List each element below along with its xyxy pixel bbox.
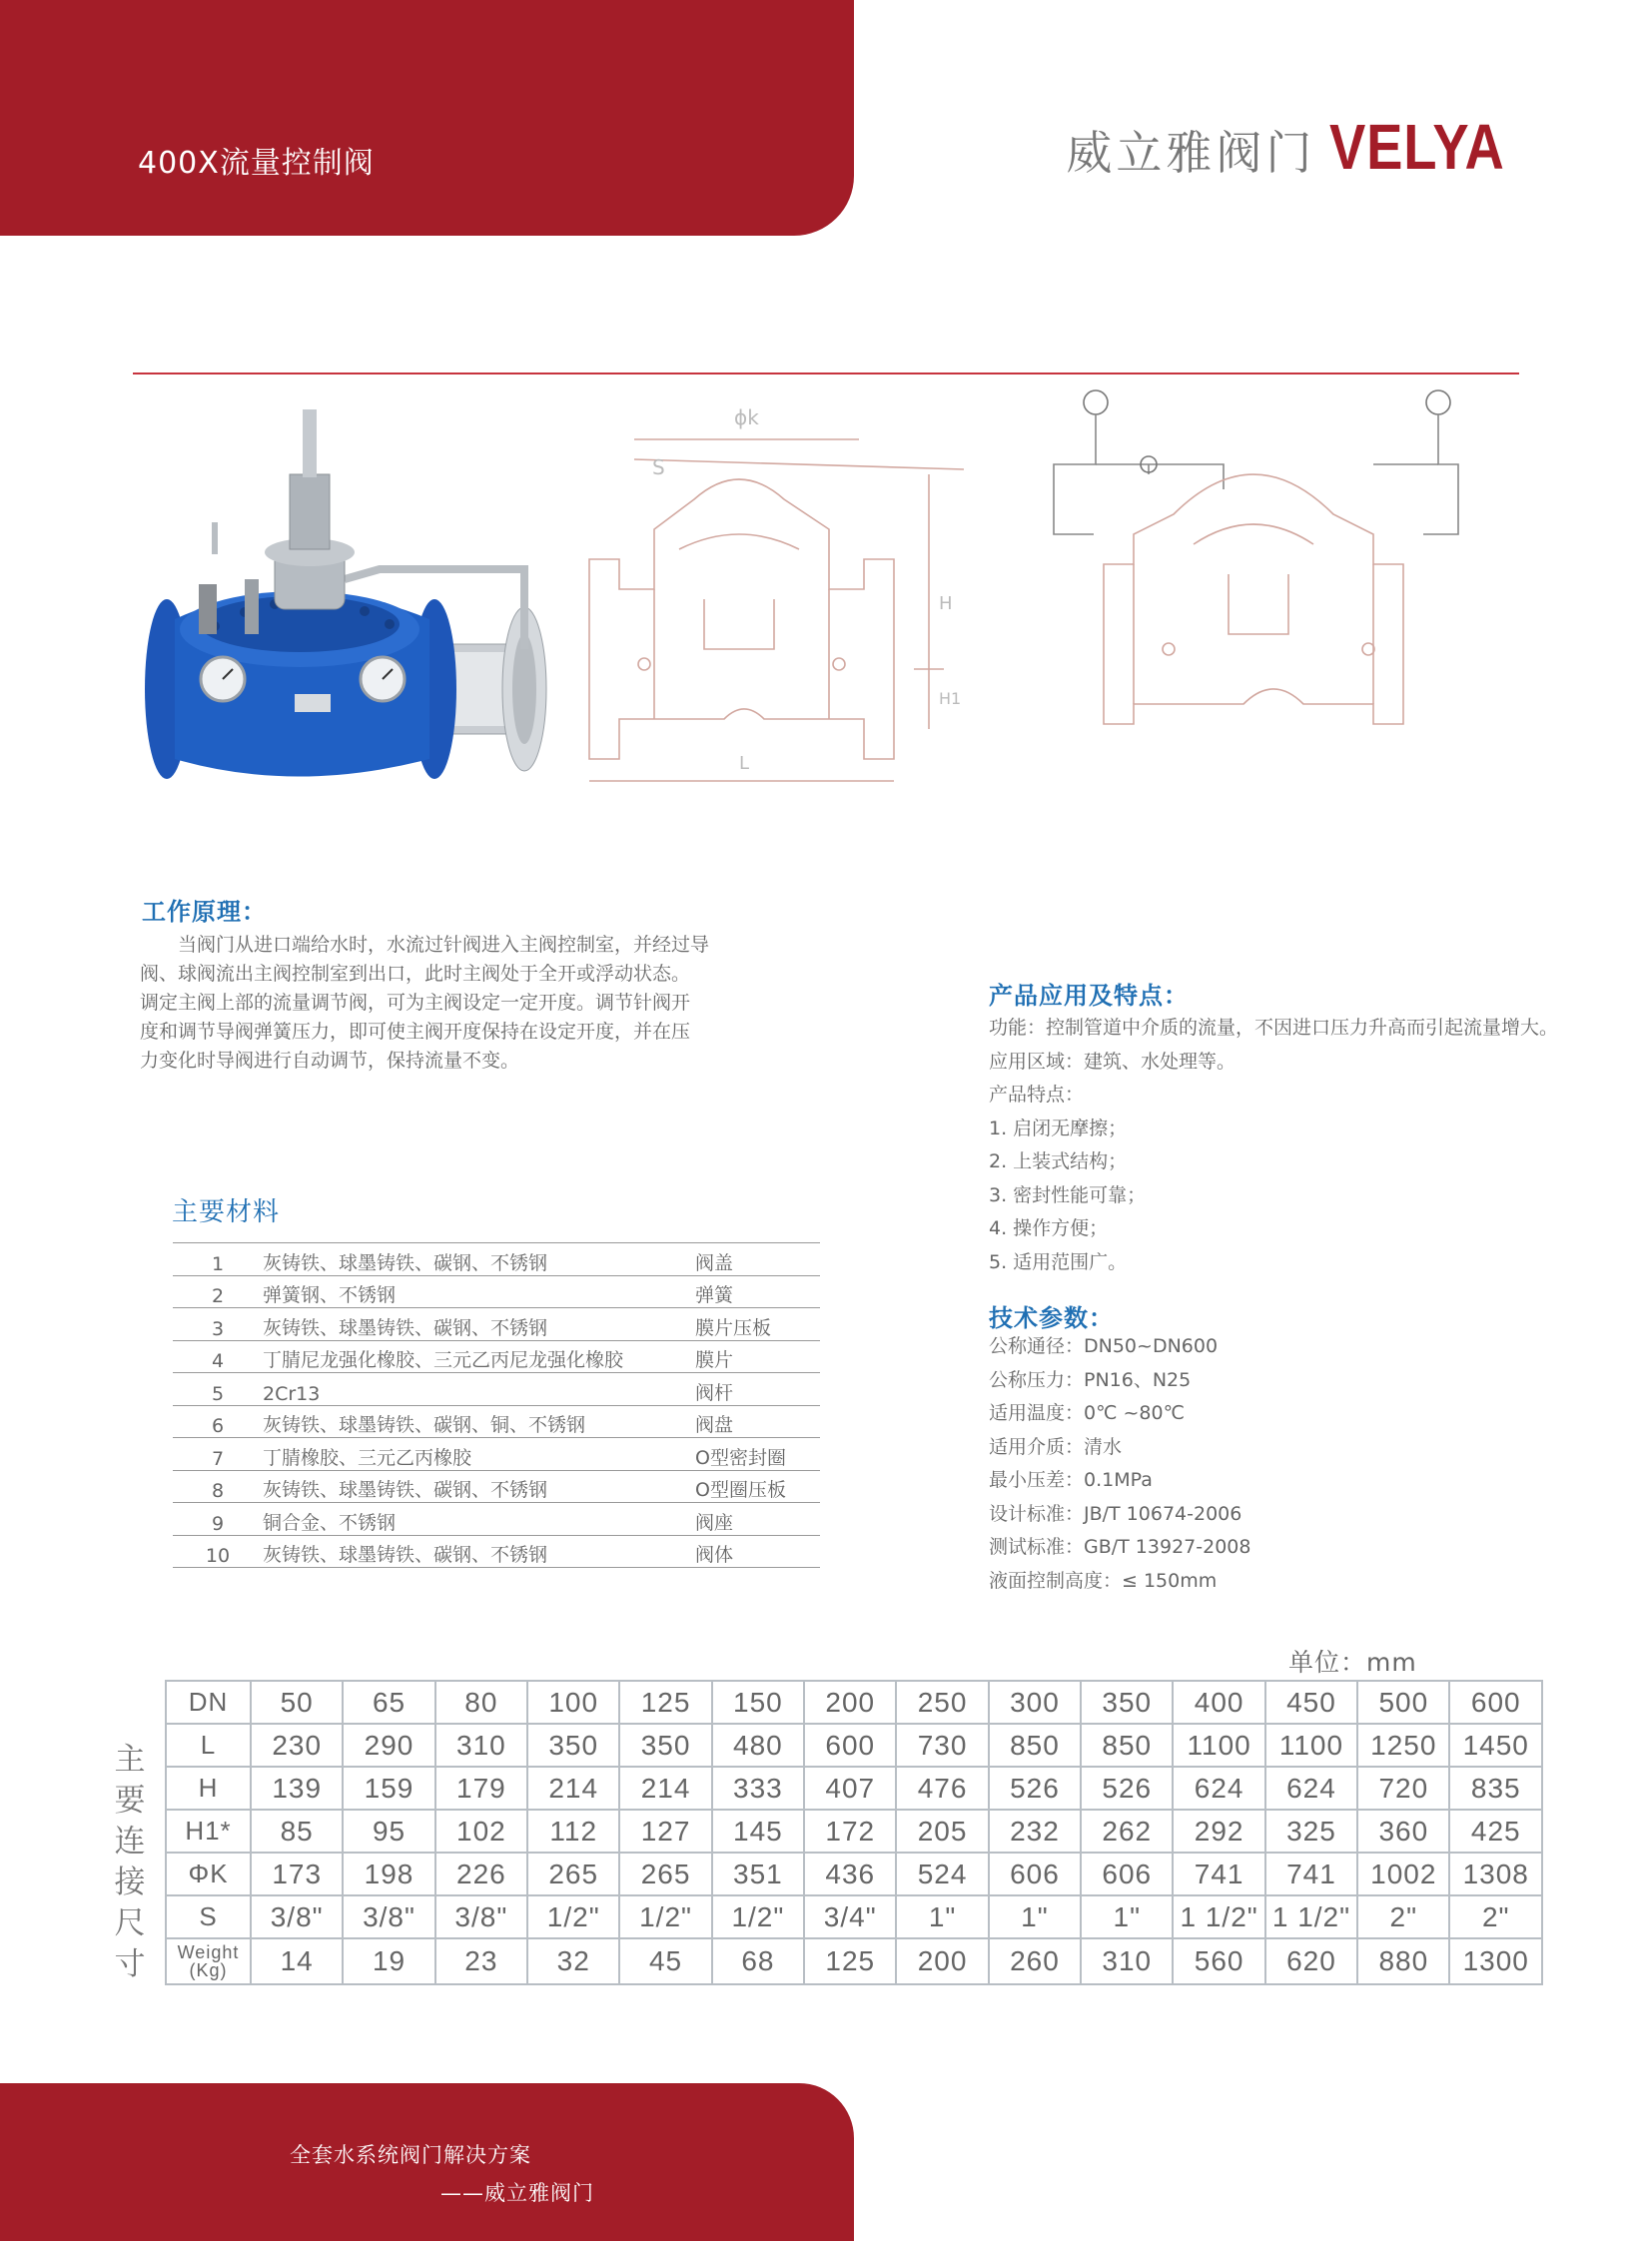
dimension-cell: 265 — [619, 1853, 711, 1895]
material-name: 灰铸铁、球墨铸铁、碳钢、不锈钢 — [263, 1470, 695, 1503]
side-char: 接 — [114, 1865, 146, 1900]
divider-rule — [133, 373, 1519, 374]
dimension-cell: 45 — [619, 1938, 711, 1984]
material-no: 3 — [173, 1308, 263, 1341]
material-name: 2Cr13 — [263, 1373, 695, 1406]
dimension-cell: 500 — [1357, 1681, 1449, 1724]
application-line: 功能：控制管道中介质的流量，不因进口压力升高而引起流量增大。 — [989, 1017, 1559, 1039]
dimension-cell: 1/2" — [619, 1895, 711, 1938]
l-label: L — [739, 753, 750, 774]
material-name: 弹簧钢、不锈钢 — [263, 1275, 695, 1308]
application-line: 5. 适用范围广。 — [989, 1250, 1128, 1273]
brand-logo — [1066, 110, 1536, 184]
dimension-cell: 400 — [1173, 1681, 1264, 1724]
side-char: 连 — [114, 1824, 146, 1860]
side-char: 主 — [114, 1742, 146, 1778]
dimension-cell: 1 1/2" — [1173, 1895, 1264, 1938]
dimension-cell: 524 — [896, 1853, 988, 1895]
dimension-cell: 600 — [804, 1724, 896, 1767]
dimension-cell: 1100 — [1265, 1724, 1357, 1767]
material-name: 丁腈尼龙强化橡胶、三元乙丙尼龙强化橡胶 — [263, 1340, 695, 1373]
material-row — [173, 1470, 820, 1503]
material-name: 灰铸铁、球墨铸铁、碳钢、不锈钢 — [263, 1243, 695, 1276]
tech-line: 液面控制高度：≤ 150mm — [989, 1569, 1218, 1592]
product-title: 400X流量控制阀 — [138, 146, 375, 181]
dimension-cell: 1" — [1081, 1895, 1173, 1938]
dimension-cell: 159 — [343, 1767, 434, 1810]
dimension-cell: 1/2" — [527, 1895, 619, 1938]
material-part: O型密封圈 — [695, 1438, 820, 1471]
dimension-cell: 68 — [712, 1938, 804, 1984]
dimension-cell: 205 — [896, 1810, 988, 1853]
dimension-row-label: H1* — [166, 1810, 251, 1853]
material-part: 阀座 — [695, 1503, 820, 1536]
material-name: 灰铸铁、球墨铸铁、碳钢、铜、不锈钢 — [263, 1405, 695, 1438]
dimension-cell: 480 — [712, 1724, 804, 1767]
materials-title: 主要材料 — [172, 1197, 281, 1227]
dimensions-table — [165, 1680, 1543, 1985]
material-name: 丁腈橡胶、三元乙丙橡胶 — [263, 1438, 695, 1471]
tech-line: 适用介质：清水 — [989, 1435, 1123, 1458]
s-label: S — [652, 455, 665, 479]
dimension-row — [166, 1724, 1542, 1767]
material-no: 10 — [173, 1535, 263, 1568]
side-char: 要 — [114, 1783, 146, 1819]
dimension-cell: 1002 — [1357, 1853, 1449, 1895]
dimension-cell: 3/4" — [804, 1895, 896, 1938]
application-line: 应用区域：建筑、水处理等。 — [989, 1050, 1237, 1073]
dimension-cell: 125 — [619, 1681, 711, 1724]
dimension-cell: 606 — [1081, 1853, 1173, 1895]
material-row — [173, 1340, 820, 1373]
dimension-cell: 127 — [619, 1810, 711, 1853]
material-row — [173, 1275, 820, 1308]
dimension-cell: 425 — [1449, 1810, 1542, 1853]
principle-text — [140, 931, 829, 1076]
dimension-cell: 1450 — [1449, 1724, 1542, 1767]
dimension-cell: 2" — [1449, 1895, 1542, 1938]
dimension-cell: 139 — [251, 1767, 343, 1810]
dimension-row-label: L — [166, 1724, 251, 1767]
valve-product-image — [145, 404, 554, 789]
material-name: 灰铸铁、球墨铸铁、碳钢、不锈钢 — [263, 1308, 695, 1341]
material-no: 7 — [173, 1438, 263, 1471]
dimension-row — [166, 1853, 1542, 1895]
dimension-cell: 3/8" — [343, 1895, 434, 1938]
dimension-cell: 350 — [527, 1724, 619, 1767]
principle-line: 调定主阀上部的流量调节阀，可为主阀设定一定开度。调节针阀开 — [140, 992, 691, 1014]
application-title: 产品应用及特点： — [989, 982, 1189, 1010]
tech-title: 技术参数： — [989, 1304, 1114, 1332]
dimension-cell: 226 — [435, 1853, 527, 1895]
material-part: 阀杆 — [695, 1373, 820, 1406]
dimension-cell: 436 — [804, 1853, 896, 1895]
material-part: O型圈压板 — [695, 1470, 820, 1503]
material-no: 5 — [173, 1373, 263, 1406]
dimension-cell: 720 — [1357, 1767, 1449, 1810]
dimension-row-label: H — [166, 1767, 251, 1810]
dimension-cell: 325 — [1265, 1810, 1357, 1853]
dimension-row — [166, 1938, 1542, 1984]
dimension-cell: 476 — [896, 1767, 988, 1810]
dimension-cell: 333 — [712, 1767, 804, 1810]
material-part: 膜片压板 — [695, 1308, 820, 1341]
header-band — [0, 0, 854, 236]
dimensions-side-label — [110, 1740, 150, 1985]
tech-text — [989, 1330, 1588, 1598]
material-part: 阀盖 — [695, 1243, 820, 1276]
dimension-cell: 112 — [527, 1810, 619, 1853]
dimension-cell: 730 — [896, 1724, 988, 1767]
material-name: 灰铸铁、球墨铸铁、碳钢、不锈钢 — [263, 1535, 695, 1568]
dimension-row-label: Weight (Kg) — [166, 1938, 251, 1984]
dimension-cell: 310 — [435, 1724, 527, 1767]
material-row — [173, 1373, 820, 1406]
dimension-cell: 526 — [1081, 1767, 1173, 1810]
material-part: 弹簧 — [695, 1275, 820, 1308]
dimension-cell: 600 — [1449, 1681, 1542, 1724]
dimension-cell: 450 — [1265, 1681, 1357, 1724]
dimension-cell: 250 — [896, 1681, 988, 1724]
dimension-cell: 260 — [989, 1938, 1081, 1984]
side-char: 寸 — [114, 1946, 146, 1982]
dimension-cell: 14 — [251, 1938, 343, 1984]
dimension-cell: 1" — [989, 1895, 1081, 1938]
dimension-cell: 741 — [1173, 1853, 1264, 1895]
dimension-cell: 300 — [989, 1681, 1081, 1724]
footer-signature: ——威立雅阀门 — [440, 2181, 594, 2205]
dimension-cell: 23 — [435, 1938, 527, 1984]
dimension-cell: 265 — [527, 1853, 619, 1895]
footer-slogan: 全套水系统阀门解决方案 — [290, 2143, 531, 2167]
dimension-row-label: S — [166, 1895, 251, 1938]
dimension-cell: 230 — [251, 1724, 343, 1767]
dimension-cell: 624 — [1265, 1767, 1357, 1810]
principle-line: 力变化时导阀进行自动调节，保持流量不变。 — [140, 1050, 520, 1072]
dimension-row — [166, 1681, 1542, 1724]
material-row — [173, 1503, 820, 1536]
dimension-cell: 350 — [619, 1724, 711, 1767]
dimension-row — [166, 1767, 1542, 1810]
dimension-cell: 32 — [527, 1938, 619, 1984]
material-row — [173, 1405, 820, 1438]
dimension-cell: 741 — [1265, 1853, 1357, 1895]
dimension-cell: 880 — [1357, 1938, 1449, 1984]
dimension-cell: 200 — [804, 1681, 896, 1724]
brand-name-cn: 威立雅阀门 — [1066, 126, 1316, 180]
dimension-cell: 292 — [1173, 1810, 1264, 1853]
material-no: 4 — [173, 1340, 263, 1373]
application-line: 1. 启闭无摩擦； — [989, 1117, 1128, 1139]
dimension-cell: 835 — [1449, 1767, 1542, 1810]
dimension-cell: 290 — [343, 1724, 434, 1767]
dimension-row — [166, 1810, 1542, 1853]
application-line: 产品特点： — [989, 1084, 1085, 1106]
dimension-cell: 85 — [251, 1810, 343, 1853]
dimension-cell: 407 — [804, 1767, 896, 1810]
dimension-cell: 310 — [1081, 1938, 1173, 1984]
dimension-cell: 200 — [896, 1938, 988, 1984]
dimension-cell: 624 — [1173, 1767, 1264, 1810]
application-line: 4. 操作方便； — [989, 1217, 1109, 1239]
dimension-cell: 351 — [712, 1853, 804, 1895]
dimension-cell: 1/2" — [712, 1895, 804, 1938]
material-no: 2 — [173, 1275, 263, 1308]
h1-label: H1 — [939, 689, 962, 708]
material-row — [173, 1308, 820, 1341]
dimension-cell: 198 — [343, 1853, 434, 1895]
principle-line: 当阀门从进口端给水时，水流过针阀进入主阀控制室，并经过导 — [178, 934, 710, 956]
dimension-cell: 350 — [1081, 1681, 1173, 1724]
dimension-cell: 125 — [804, 1938, 896, 1984]
tech-line: 设计标准：JB/T 10674-2006 — [989, 1502, 1242, 1525]
dimension-cell: 214 — [619, 1767, 711, 1810]
phik-label: ϕk — [734, 405, 759, 429]
dimension-cell: 1250 — [1357, 1724, 1449, 1767]
dimension-cell: 1300 — [1449, 1938, 1542, 1984]
unit-label: 单位：mm — [1288, 1648, 1417, 1677]
tech-line: 最小压差：0.1MPa — [989, 1469, 1153, 1491]
materials-table — [173, 1242, 820, 1568]
dimension-cell: 850 — [989, 1724, 1081, 1767]
dimension-cell: 1100 — [1173, 1724, 1264, 1767]
dimension-cell: 606 — [989, 1853, 1081, 1895]
dimension-cell: 620 — [1265, 1938, 1357, 1984]
dimension-cell: 50 — [251, 1681, 343, 1724]
material-part: 阀体 — [695, 1535, 820, 1568]
dimension-cell: 1" — [896, 1895, 988, 1938]
dimension-row-label: ΦK — [166, 1853, 251, 1895]
material-row — [173, 1243, 820, 1276]
tech-line: 适用温度：0℃ ~80℃ — [989, 1402, 1185, 1424]
dimension-cell: 262 — [1081, 1810, 1173, 1853]
dimension-cell: 850 — [1081, 1724, 1173, 1767]
material-no: 8 — [173, 1470, 263, 1503]
dimension-cell: 65 — [343, 1681, 434, 1724]
dimension-cell: 95 — [343, 1810, 434, 1853]
dimension-cell: 214 — [527, 1767, 619, 1810]
h-label: H — [939, 593, 953, 614]
principle-line: 阀、球阀流出主阀控制室到出口，此时主阀处于全开或浮动状态。 — [140, 963, 691, 985]
material-part: 膜片 — [695, 1340, 820, 1373]
material-no: 1 — [173, 1243, 263, 1276]
dimension-cell: 100 — [527, 1681, 619, 1724]
dimension-cell: 172 — [804, 1810, 896, 1853]
material-no: 6 — [173, 1405, 263, 1438]
dimension-cell: 526 — [989, 1767, 1081, 1810]
application-text — [989, 1012, 1648, 1279]
principle-title: 工作原理： — [142, 898, 267, 926]
dimension-cell: 1308 — [1449, 1853, 1542, 1895]
schematic-drawing — [1044, 384, 1463, 784]
tech-line: 公称通径：DN50~DN600 — [989, 1335, 1219, 1357]
dimension-cell: 145 — [712, 1810, 804, 1853]
dimension-cell: 360 — [1357, 1810, 1449, 1853]
dimension-row — [166, 1895, 1542, 1938]
dimension-cell: 3/8" — [251, 1895, 343, 1938]
dimension-cell: 1 1/2" — [1265, 1895, 1357, 1938]
dimension-cell: 80 — [435, 1681, 527, 1724]
dimension-cell: 19 — [343, 1938, 434, 1984]
dimension-cell: 173 — [251, 1853, 343, 1895]
dimension-cell: 179 — [435, 1767, 527, 1810]
dimension-cell: 102 — [435, 1810, 527, 1853]
side-char: 尺 — [114, 1905, 146, 1941]
brand-name-en: VELYA — [1329, 111, 1506, 183]
dimension-drawing — [584, 399, 964, 799]
dimension-cell: 232 — [989, 1810, 1081, 1853]
dimension-cell: 3/8" — [435, 1895, 527, 1938]
material-part: 阀盘 — [695, 1405, 820, 1438]
tech-line: 公称压力：PN16、N25 — [989, 1368, 1192, 1391]
dimension-row-label: DN — [166, 1681, 251, 1724]
material-name: 铜合金、不锈钢 — [263, 1503, 695, 1536]
material-row — [173, 1535, 820, 1568]
dimension-cell: 150 — [712, 1681, 804, 1724]
dimension-cell: 560 — [1173, 1938, 1264, 1984]
dimension-cell: 2" — [1357, 1895, 1449, 1938]
application-line: 2. 上装式结构； — [989, 1150, 1128, 1172]
principle-line: 度和调节导阀弹簧压力，即可使主阀开度保持在设定开度，并在压 — [140, 1021, 691, 1043]
material-row — [173, 1438, 820, 1471]
material-no: 9 — [173, 1503, 263, 1536]
tech-line: 测试标准：GB/T 13927-2008 — [989, 1536, 1251, 1558]
application-line: 3. 密封性能可靠； — [989, 1183, 1147, 1206]
